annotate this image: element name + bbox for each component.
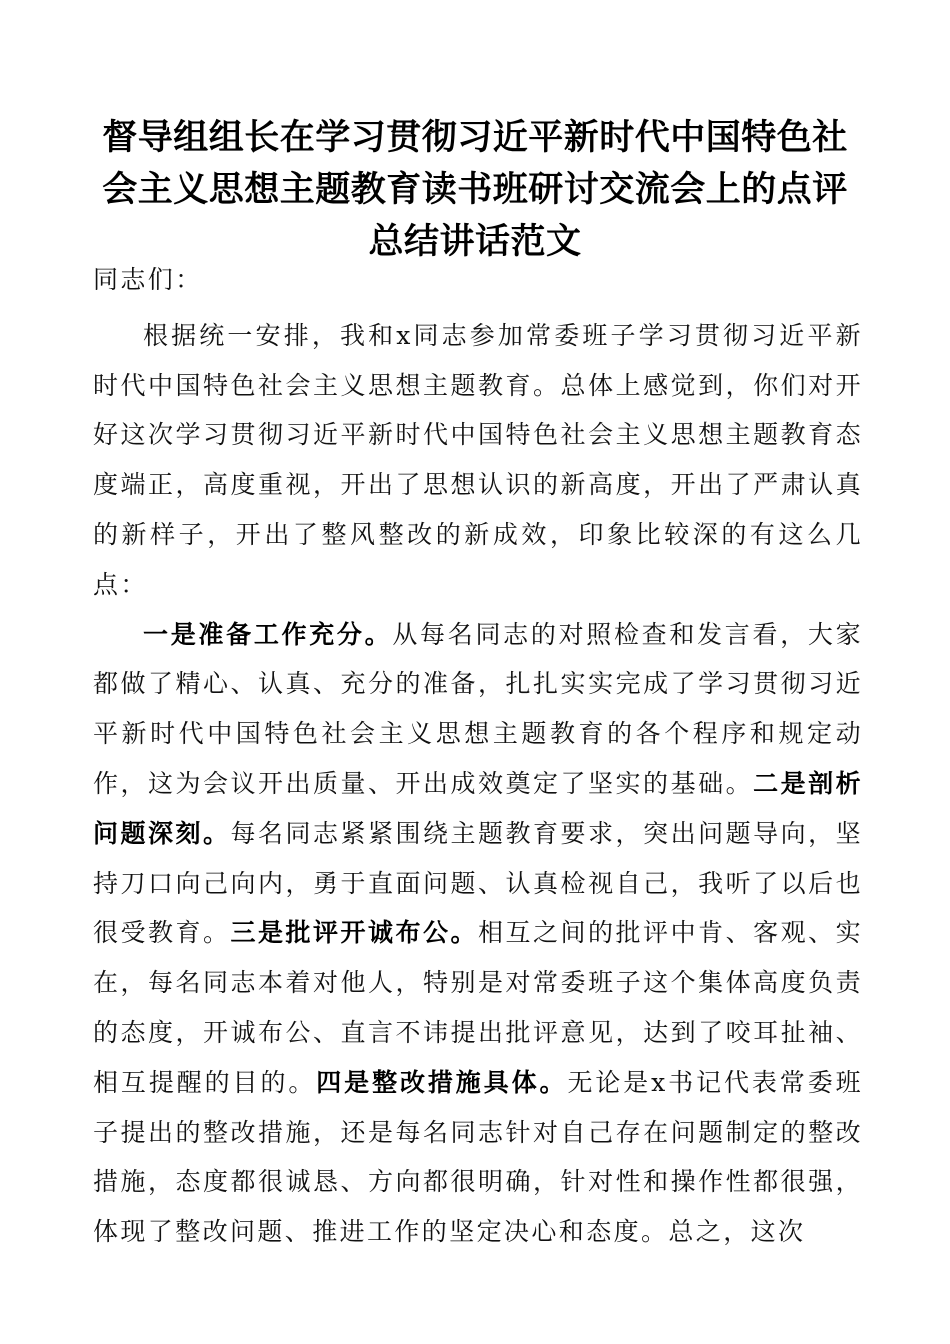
- title-line-3: 总结讲话范文: [368, 222, 582, 262]
- point-4-heading: 四是整改措施具体。: [316, 1067, 568, 1097]
- point-2-heading: 二是剖析问题深刻。: [93, 768, 863, 848]
- point-2-text: 每名同志紧紧围绕主题教育要求，突出问题导向，坚持刀口向己向内，勇于直面问题、认真检视自己，我听了以后也很受教育。: [93, 818, 863, 948]
- point-4-text: 无论是x书记代表常委班子提出的整改措施，还是每名同志针对自己存在问题制定的整改措施，态度都很诚恳、方向都很明确，针对性和操作性都很强，体现了整改问题、推进工作的坚定决心和态度。总之，这次: [93, 1067, 864, 1247]
- title-line-1: 督导组组长在学习贯彻习近平新时代中国特色社: [102, 118, 848, 158]
- document-body: [93, 255, 863, 1257]
- salutation: 同志们：: [93, 265, 203, 294]
- title-line-2: 会主义思想主题教育读书班研讨交流会上的点评: [102, 170, 848, 210]
- document-title: [100, 112, 850, 268]
- point-1-text: 从每名同志的对照检查和发言看，大家都做了精心、认真、充分的准备，扎扎实实完成了学习贯彻习近平新时代中国特色社会主义思想主题教育的各个程序和规定动作，这为会议开出质量、开出成效奠定了坚实的基础。: [93, 619, 863, 798]
- point-3-text: 相互之间的批评中肯、客观、实在，每名同志本着对他人，特别是对常委班子这个集体高度负责的态度，开诚布公、直言不讳提出批评意见，达到了咬耳扯袖、相互提醒的目的。: [93, 918, 863, 1097]
- point-3-heading: 三是批评开诚布公。: [230, 918, 479, 948]
- point-1-heading: 一是准备工作充分。: [143, 619, 393, 649]
- intro-paragraph: 根据统一安排，我和x同志参加常委班子学习贯彻习近平新时代中国特色社会主义思想主题教育。总体上感觉到，你们对开好这次学习贯彻习近平新时代中国特色社会主义思想主题教育态度端正，高度重视，开出了思想认识的新高度，开出了严肃认真的新样子，开出了整风整改的新成效，印象比较深的有这么几点：: [93, 320, 863, 599]
- points-paragraph: [93, 610, 863, 1257]
